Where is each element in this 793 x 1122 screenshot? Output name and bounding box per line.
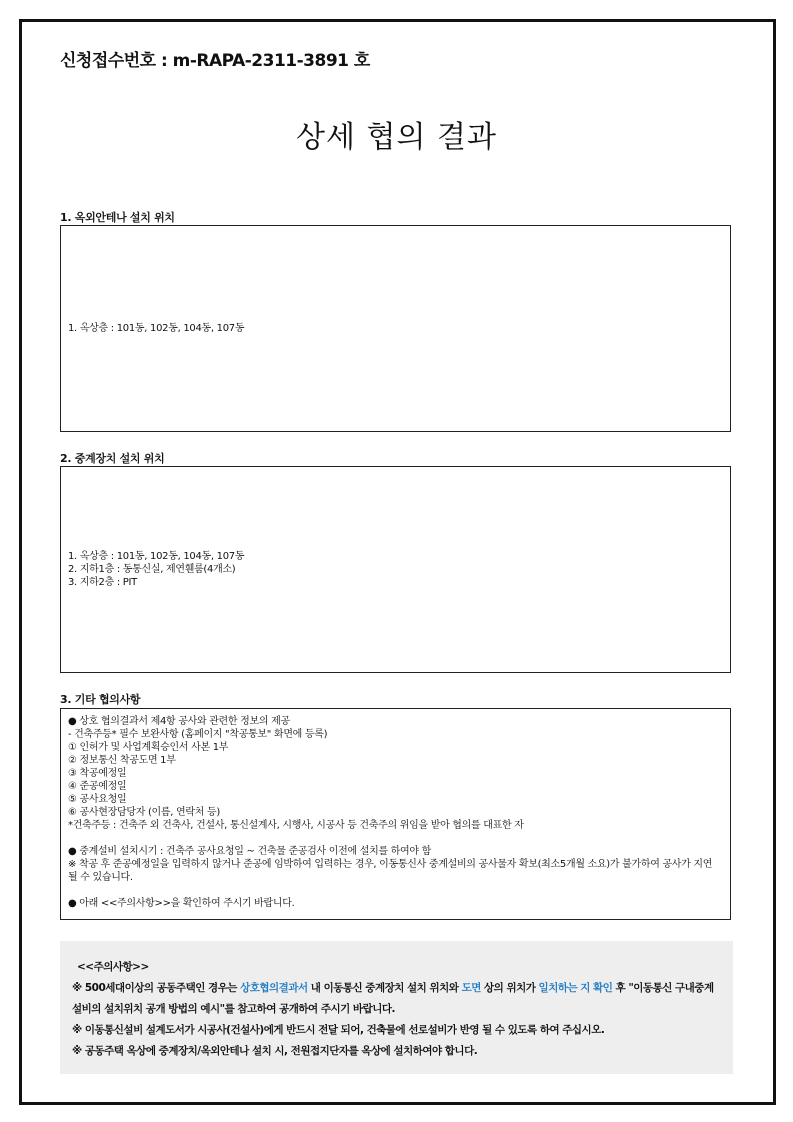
section-3-line: ※ 착공 후 준공예정일을 입력하지 않거나 준공에 임박하여 입력하는 경우, 이동통신사 중계설비의 공사물자 확보(최소5개월 소요)가 불가하여 공사가 지연 될 수 있습니다. [68,859,713,883]
section-3-line: *건축주등 : 건축주 외 건축사, 건설사, 통신설계사, 시행사, 시공사 등 건축주의 위임을 받아 협의를 대표한 자 [68,820,524,831]
notice-title: <<주의사항>> [77,961,149,973]
application-number: 신청접수번호 : m-RAPA-2311-3891 호 [60,51,370,71]
document-title: 상세 협의 결과 [296,120,497,155]
section-3-line: ⑥ 공사현장담당자 (이름, 연락처 등) [68,807,220,818]
notice-highlight: 일치하는 지 확인 [538,982,613,994]
notice-line-4: ※ 공동주택 옥상에 중계장치/옥외안테나 설치 시, 전원접지단자를 옥상에 설치하여야 합니다. [72,1045,478,1057]
section-3-line: ④ 준공예정일 [68,781,127,792]
notice-line-3: ※ 이동통신설비 설계도서가 시공사(건설사)에게 반드시 전달 되어, 건축물에 선로설비가 반영 될 수 있도록 하여 주십시오. [72,1024,605,1036]
section-1-heading: 1. 옥외안테나 설치 위치 [60,211,175,224]
section-2-box [60,466,731,673]
section-3-line [68,832,723,845]
notice-text: 후 "이동통신 구내중계 [612,982,714,994]
section-3-line: ● 중계설비 설치시기 : 건축주 공사요청일 ~ 건축물 준공검사 이전에 설치를 하여야 함 [68,846,431,857]
notice-text: 상의 위치가 [480,982,539,994]
section-3-heading: 3. 기타 협의사항 [60,693,141,706]
notice-line-1 [72,978,721,999]
section-3-line: ● 아래 <<주의사항>>을 확인하여 주시기 바랍니다. [68,898,295,909]
section-3-line: ⑤ 공사요청일 [68,794,127,805]
section-3-line: - 건축주등* 필수 보완사항 (홈페이지 "착공통보" 화면에 등록) [68,729,328,740]
section-3-line: ● 상호 협의결과서 제4항 공사와 관련한 정보의 제공 [68,716,290,727]
section-3-line: ② 정보통신 착공도면 1부 [68,755,176,766]
section-3-line: ③ 착공예정일 [68,768,127,779]
notice-box [60,941,733,1074]
section-3-line [68,884,723,897]
notice-highlight: 상호협의결과서 [240,982,308,994]
notice-text: 내 이동통신 중계장치 설치 위치와 [307,982,462,994]
section-3-box [60,708,731,920]
notice-highlight: 도면 [461,982,481,994]
section-2-line: 2. 지하1층 : 동통신실, 제연휀룸(4개소) [68,564,236,575]
section-1-line: 1. 옥상층 : 101동, 102동, 104동, 107동 [68,323,245,334]
section-2-heading: 2. 중계장치 설치 위치 [60,452,165,465]
section-1-box [60,225,731,432]
notice-line-2: 설비의 설치위치 공개 방법의 예시"를 참고하여 공개하여 주시기 바랍니다. [72,1003,395,1015]
section-2-line: 3. 지하2층 : PIT [68,577,137,588]
section-3-line: ① 인허가 및 사업계획승인서 사본 1부 [68,742,229,753]
notice-text: ※ 500세대이상의 공동주택인 경우는 [72,982,241,994]
section-2-line: 1. 옥상층 : 101동, 102동, 104동, 107동 [68,551,245,562]
